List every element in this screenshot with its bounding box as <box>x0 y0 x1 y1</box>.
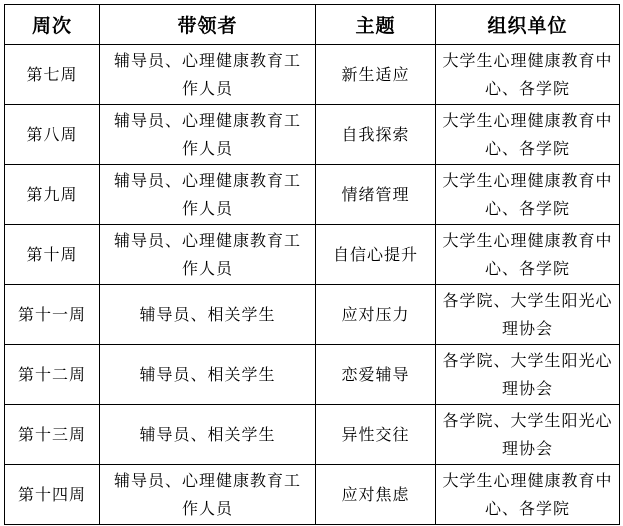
schedule-table <box>4 4 620 525</box>
cell-topic: 应对压力 <box>316 285 436 345</box>
cell-leader: 辅导员、相关学生 <box>100 405 316 465</box>
table-row <box>5 405 620 465</box>
cell-org-text: 各学院、大学生阳光心理协会 <box>442 290 613 338</box>
header-org: 组织单位 <box>436 5 620 45</box>
table-row <box>5 345 620 405</box>
cell-week: 第十周 <box>5 225 100 285</box>
table-row <box>5 225 620 285</box>
cell-org-text: 各学院、大学生阳光心理协会 <box>442 350 613 398</box>
cell-topic: 情绪管理 <box>316 165 436 225</box>
cell-leader <box>100 165 316 225</box>
cell-org <box>436 45 620 105</box>
cell-leader <box>100 465 316 525</box>
cell-org <box>436 285 620 345</box>
cell-org <box>436 405 620 465</box>
cell-leader: 辅导员、相关学生 <box>100 345 316 405</box>
cell-leader <box>100 45 316 105</box>
cell-org-text: 大学生心理健康教育中心、各学院 <box>442 110 613 158</box>
cell-topic: 自信心提升 <box>316 225 436 285</box>
table-row <box>5 165 620 225</box>
cell-topic: 恋爱辅导 <box>316 345 436 405</box>
cell-org-text: 大学生心理健康教育中心、各学院 <box>442 170 613 218</box>
cell-leader-text: 辅导员、心理健康教育工作人员 <box>113 170 301 218</box>
header-topic: 主题 <box>316 5 436 45</box>
cell-leader <box>100 225 316 285</box>
cell-week: 第十四周 <box>5 465 100 525</box>
cell-leader-text: 辅导员、心理健康教育工作人员 <box>113 50 301 98</box>
cell-week: 第九周 <box>5 165 100 225</box>
header-leader: 带领者 <box>100 5 316 45</box>
schedule-table-wrapper <box>4 4 620 525</box>
cell-topic: 新生适应 <box>316 45 436 105</box>
cell-topic: 异性交往 <box>316 405 436 465</box>
cell-topic: 自我探索 <box>316 105 436 165</box>
cell-org <box>436 165 620 225</box>
cell-org-text: 各学院、大学生阳光心理协会 <box>442 410 613 458</box>
cell-org <box>436 105 620 165</box>
cell-week: 第十三周 <box>5 405 100 465</box>
cell-week: 第十二周 <box>5 345 100 405</box>
cell-org-text: 大学生心理健康教育中心、各学院 <box>442 470 613 518</box>
table-row <box>5 465 620 525</box>
cell-leader-text: 辅导员、心理健康教育工作人员 <box>113 470 301 518</box>
table-header-row <box>5 5 620 45</box>
cell-topic: 应对焦虑 <box>316 465 436 525</box>
cell-org <box>436 345 620 405</box>
cell-leader-text: 辅导员、心理健康教育工作人员 <box>113 230 301 278</box>
cell-leader: 辅导员、相关学生 <box>100 285 316 345</box>
cell-week: 第七周 <box>5 45 100 105</box>
cell-org <box>436 465 620 525</box>
cell-org-text: 大学生心理健康教育中心、各学院 <box>442 50 613 98</box>
cell-leader-text: 辅导员、心理健康教育工作人员 <box>113 110 301 158</box>
cell-leader <box>100 105 316 165</box>
cell-week: 第八周 <box>5 105 100 165</box>
table-row <box>5 105 620 165</box>
cell-org-text: 大学生心理健康教育中心、各学院 <box>442 230 613 278</box>
table-row <box>5 45 620 105</box>
header-week: 周次 <box>5 5 100 45</box>
table-row <box>5 285 620 345</box>
cell-week: 第十一周 <box>5 285 100 345</box>
cell-org <box>436 225 620 285</box>
